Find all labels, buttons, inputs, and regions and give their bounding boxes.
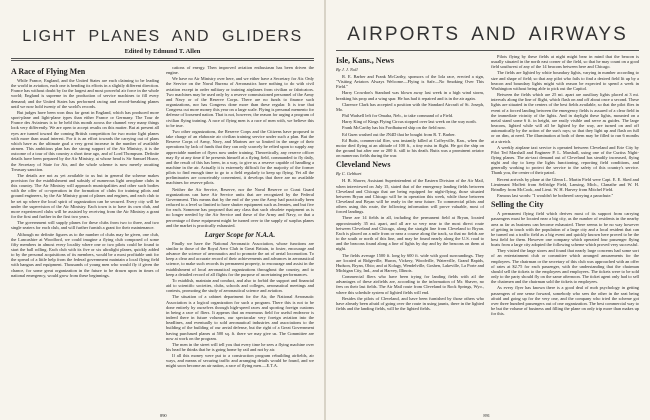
paragraph: The fields average 1500 ft. long by 600 ft. wide with good surroundings. They are located at Ridgeville, Huron, Vickery, Woodville, Waterville, Grand Rapids, Hudson, Bryan, Ohio; and at Kolagy, Wendelville, Goshen, Lakeville, La Porte and Michigan City, Ind., and at Harvey, Illinois. [336,252,484,273]
right-page [326,0,650,420]
editor-credit: Edited by Edmund T. Allen [124,48,201,55]
article-columns [11,65,314,370]
paragraph: Finally we have the National Aeronautic Association, whose functions are similar to those of the Royal Aero Club in Great Britain, to foster, encourage and advance the science of aeronautics and to promote the art of aerial locomotion. To keep a clear and accurate record of their achievements and advances in aeronautical science, to make such records its permanent property, to encourage and assist in the establishment of local aeronautical organizations throughout the country, and to keep a detailed record of all flights for the purpose of ascertaining performances. [166,240,314,277]
paragraph: Two other organizations, the Reserve Corps and the Citizens have proposed to take charge of an elaborate air civilian training service under such a plan. But the Reserve Corps of Army, Navy, and Marines are so limited in the range of their operations by lack of funds that they can only scarcely be relied upon to supply any appreciable number of flyers now under training. Theoretically, any reserve officer may fly at any time if he presents himself at a flying field, commanded to fly daily, and the result of this has been, in a way, to give us a reserve capable of handling a machine in the air. Actually it is extremely difficult for the majority of the former pilots to find enough time to go to a field regularly to keep up flying. Yet all the preliminaries are conceivably convenient, it develops that there are no available machines for reserve pilots. [166,128,314,186]
paragraph: To establish, maintain and conduct, and also to forbid the support and financial aid to scientific societies, clubs, schools and colleges, aeronautical meetings and contests, promoting the study of aeronautical science and aviation. [166,277,314,294]
paragraph: The government will supply planes for these clubs from two to three, and two single seaters for each club, and will further furnish a grant for their maintenance. [11,220,159,231]
paragraph: If all this money were put to a construction program rebuilding airfields, air ways, and means of securing traffic and arranging details would be found, and we might soon become an air nation, a race of flying men.—E.T.A. [166,353,314,369]
article-title: Cleveland News [336,160,391,170]
paragraph: H. B. Shaver, Assistant Superintendent of the Eastern Division of the Air Mail, when interviewed on July 15, stated that of the emergency landing fields between Cleveland and Chicago that are being equipped for night-flying, those situated between Bryan and Chicago will be in operation this week, while those between Cleveland and Bryan will be ready in the near future. To commercial pilots and others using this route, the following information will prove valuable, most of forced landings. [336,178,484,215]
column-1 [336,54,484,317]
paragraph: Recent arrivals by plane at the Glenn L. Martin Field were Capt. E. E. Sked and Lieutenant Moffett from Selfridge Field, Lansing, Mich., Clanathe and W. H. Brindley from McCook, and Lieut. W. H. Harvey from Mitchel Field. [491,176,639,192]
section-title: LIGHT PLANES AND GLIDERS [22,28,303,45]
article-title: Selling the City [491,200,544,210]
paragraph: While France, England, and the United States are each claiming to be leading the world in aviation, each one is bending its efforts in a slightly different direction. France has without doubt by far the largest and most powerful air force in the whole world; England is supreme in the production of service machines to fill every demand; and the United States has performed racing and record-breaking planes until we now hold twenty of the world's records. [11,78,159,109]
paragraph: cations of energy. Then improved aviation enthusiasm has been driven the engine. [166,65,314,76]
paragraph: Ed Butts, commercial flier, was instantly killed at Coffeyville, Kan., when the motor died flying at an altitude of 100 ft., a tiny miss in flight. He got the ship on the ground but after one or 200 ft. still to his death. Butts was a prominent aviator on numerous fields during the war. [336,137,484,159]
paragraph: Although no definite figures as to the number of clubs may be given, one club, the Lancashire at Woodford, we could imagine a flying club composed of some fifty members in almost every locality where one or two pilots could be found to start the ball rolling. Each club with its five or six ultralight planes, quickly added to by the personal acquisitions of its members, would be a most profitable unit for the spread of a little help from the federal government maintain a local flying field with hangars and equipment. Thousands of young men who would fly if given the chance, for some great organization in the future to be drawn upon in times of national emergency, would grow from these beginnings. [11,231,159,278]
paragraph: Famous last words: "I wouldn't be bothered carrying a parachute." [497,193,614,199]
paragraph: Neither the Air Service, Reserve, nor the Naval Reserve or Coast Guard organizations can have Air Service units that are recognized by the Federal Government. This means that by the end of the year the Army had practically been reduced to a level so limited to have shutter equipment such as Jennies, and but five for each. Someone has proposed that any class that such obsolete equipment as is no longer needed by the Air Service and these of the Army and Navy, or that a percentage of these equipment might be turned over to the supply of surplus planes and the market is practically exhausted. [166,186,314,228]
paragraph: The men in the street will tell you that every time he sees a flying machine over his head he thinks that he is going home by rail and not by air. [166,341,314,352]
paragraph: Harry King of Kings Flying Circus stopped over last week on the way north. [342,119,477,125]
paragraph: The fields are lighted by white boundary lights, varying in number according to size and shape of field; so that any pilot who fails to find a desired field lit up by a beacon and boundary lights might with reason be expected to spend a week in Washington without being able to pick out the Capitol. [491,70,639,91]
paragraph: Between the fields which are 25 mi. apart are auxiliary lights placed at 3 mi. intervals along the line of flight, which flash on and off about once a second. These lights are situated in the centers of the best fields available, so that the pilot flies in event of a forced landing between the emergency fields is assured of a clear field in the immediate vicinity of the lights. And in daylight these lights, mounted on a metal stand some 6 ft. in height, are easily visible and serve as guides. The large beacons, lighted while will all be lighted by the way, are turned on and off automatically by the action of the sun's rays; so that they light up and flash on full or on dim, at need. The illumination at both of them may be filled to run 6 months at a stretch. [491,92,639,144]
paragraph: The details are not as yet available to us but in general the scheme makes provision for the establishment and subsidy of numerous light aeroplane clubs in this country. The Air Ministry will approach municipalities and other such bodies with the offer of co-operation in the formation of clubs for training pilots and ground engineers, by the Air Ministry grant of planes and engines, and each club to be set up where the local spirit of organization can be secured. Every city will be under the supervision of the Air Ministry. Each town is to have its own club, and more experienced clubs will be assisted by receiving from the Air Ministry a grant for the first and further in the first two years. [11,172,159,220]
paragraph: Phil Wadsell left for Omaha, Neb., to take command of a Field. [342,113,454,119]
article-title: A Race of Flying Men [11,67,86,76]
paragraph: But judges have been won thus far great in England, which has produced more sport-plane and light-plane types than either France or Germany. The Tour de France des Aviateurs is to be held this month across the channel very many things look very differently. We are open to accept results on this matter. But at present all eyes are turned toward the coming British competition for two motor light planes with more than usual interest. For it is an effort towards the carrying out of plans which have as the ultimate goal a very great increase in the number of available airmen. This ambitious plan has the strong support of the Air Ministry, it is the outcome of a tour of this country a short time ago, and of Lord Thompson. Definite details have been prepared by the Air Ministry, at whose head is Sir Samuel Hoare, the Secretary of State for Air, and the whole scheme is now merely awaiting Treasury sanction. [11,109,159,172]
paragraph: Clarence Clark has accepted a position with the Standard Aircraft of St. Joseph, Mo. [336,101,484,112]
section-title: AIRPORTS AND AIRWAYS [347,24,628,45]
article-title: Isle, Kans., News [336,56,395,65]
paragraph: Ed Guen washed out the JN4D that he bought from R. T. Barber. [342,131,456,137]
paragraph: Frank McCarthy has his Fordbatured ship on the field now. [342,125,446,131]
paragraph: Besides the pilots of Cleveland, and have been furnished by those others who have already been afraid of going over the route in using jaunts, there in the lighted fields and the landing fields, will be the lighted fields. [336,295,484,312]
subheading: Larger Scope for N.A.A. [204,230,276,239]
column-1 [11,65,159,370]
paragraph: They visited the large stores and found that nearly large concerns had some sort of an entertainment club or committee which arranged amusements for the employees. The chairman or the secretary of this club was approached with an offer of rates at $2.75 for each passenger, with the understanding that the chairman should sell the tickets to the employees and employees. The tickets were to be sold only to the party should fly on the same afternoon. The ticket agent only had to sell the chairmen and the chairman sold the tickets to employees. [491,248,639,285]
paragraph: We have no Air Ministry over here, and we either have a Secretary for Air. Only the Service on the Naval Bureau of Aeronautics have nothing to do with civil aviation except in order military or training airplanes from civilian or fabricators. Two machines may be used only by a reserve commissioned personnel of the Army and Navy or of the Reserve Corps. There are no funds to finance such organizations, nor has Congress done more than these regular. It is true that Congress cut more money this year on a large scale. Flying is personal memento for defense of loosened nation. That is not, however, the reason for urging a program of civilian flying training. A race of flying men is a race of men with, we believe this to be true. [166,76,314,128]
left-page [0,0,324,420]
column-2 [491,54,639,317]
paragraph: Commercial fliers who have been trying for landing fields with ail the advantages of these airfields are, according to the information of Mr. Shaver, no fees on their last fields. The Air Mail route from Cleveland to Rock Springs, Wyo., where this schedule system of lighted fields will end. [336,274,484,295]
paragraph: There are 14 fields in all, including the permanent field at Bryan, located approximately 35 mi. apart, and all are so very near to the most direct route between Cleveland and Chicago, along the straight line from Cleveland to Bryan. Each is placed on a mile from or near a course along the track, so that no fields are to the south or north of this line, and may be found nearly along the U.S. road to and the beacons found along a line of lights by day and by the beacons on them at night. [336,215,484,252]
paragraph: The situation of a cabinet department for the Air, the National Aeronautic Association is a logical organization for such a program. There this is not to be done entirely by ourselves through high-speed races and sporting foreign customs in being a race of fliers. It appears that an enormous field for useful endeavor is indeed there in future volumes, our spectacular very foreign aviation into the headlines, and eventually to sold aeronautical industries and associations to the building of the building of our aerial defense, but the right of a Great Government having purchased planes at 500 sq. ft. there we may give us. The Committee are now at work on the program. [166,294,314,341]
paragraph: Pilots flying by these fields at night might bear in mind that the beacon is usually situated in the north east corner of the field, so that he may count on a good field southwest of any of the 14 beacons between here and Chicago. [491,54,639,70]
paragraph: R. E. Barber and Frank McCarthy, sponsors of the Iola race, erected a sign, "Visiting Aviators Always Welcome—Flying is Safe—No Smoking Over This Field." [336,74,484,90]
paragraph: Harry Crowdon's Standard was blown away last week in a high wind storm, breaking his prop and a wing spar. He has had it repaired and is in the air again. [336,90,484,101]
column-2 [166,65,314,370]
header-rule [336,50,639,51]
paragraph: As every flyer has known there is a good deal of mob psychology in getting passengers of one sense forward, somebody who sees the other in the seat being afraid and going up for the very one, and the company who tried the scheme got over three hundred passengers out of one organization. The best commercial way to be but the volume of business and filling the plane on only trip more than makes up for this. [491,285,639,317]
page-number: 891 [483,413,490,418]
article-columns [336,54,639,317]
header-rule [11,58,314,61]
paragraph: A weekly airplane taxi service is operated between Cleveland and Erie City by Pilot Ted Marshall and Engineer P. L. Marshall, using one of the Curtiss Night-flying planes. The air-taxi demand out of Cleveland has steadily increased, flying night and day to keep the lights functioning, reporting field conditions, and generally working to protect the service to the safety of this country's service. Thank you, the center of their patrol. [491,144,639,176]
paragraph: A permanent flying field which derives most of its support from carrying passengers must be located near a big city, as the number of residents in the nearby area as far as business can become exhausted. There seems to be no way however of getting in touch with the population of a large city and a local resident that can be turned out a traffic field as a big event and quickly known here proved to be the best field for them. However one company which operated four passenger flying boats from a large city adopted the following scheme which proved very successful. [491,211,639,248]
byline: By C. Gebhart [336,171,362,177]
byline: By J. J. Noll [336,67,358,72]
page-number: 890 [160,413,167,418]
